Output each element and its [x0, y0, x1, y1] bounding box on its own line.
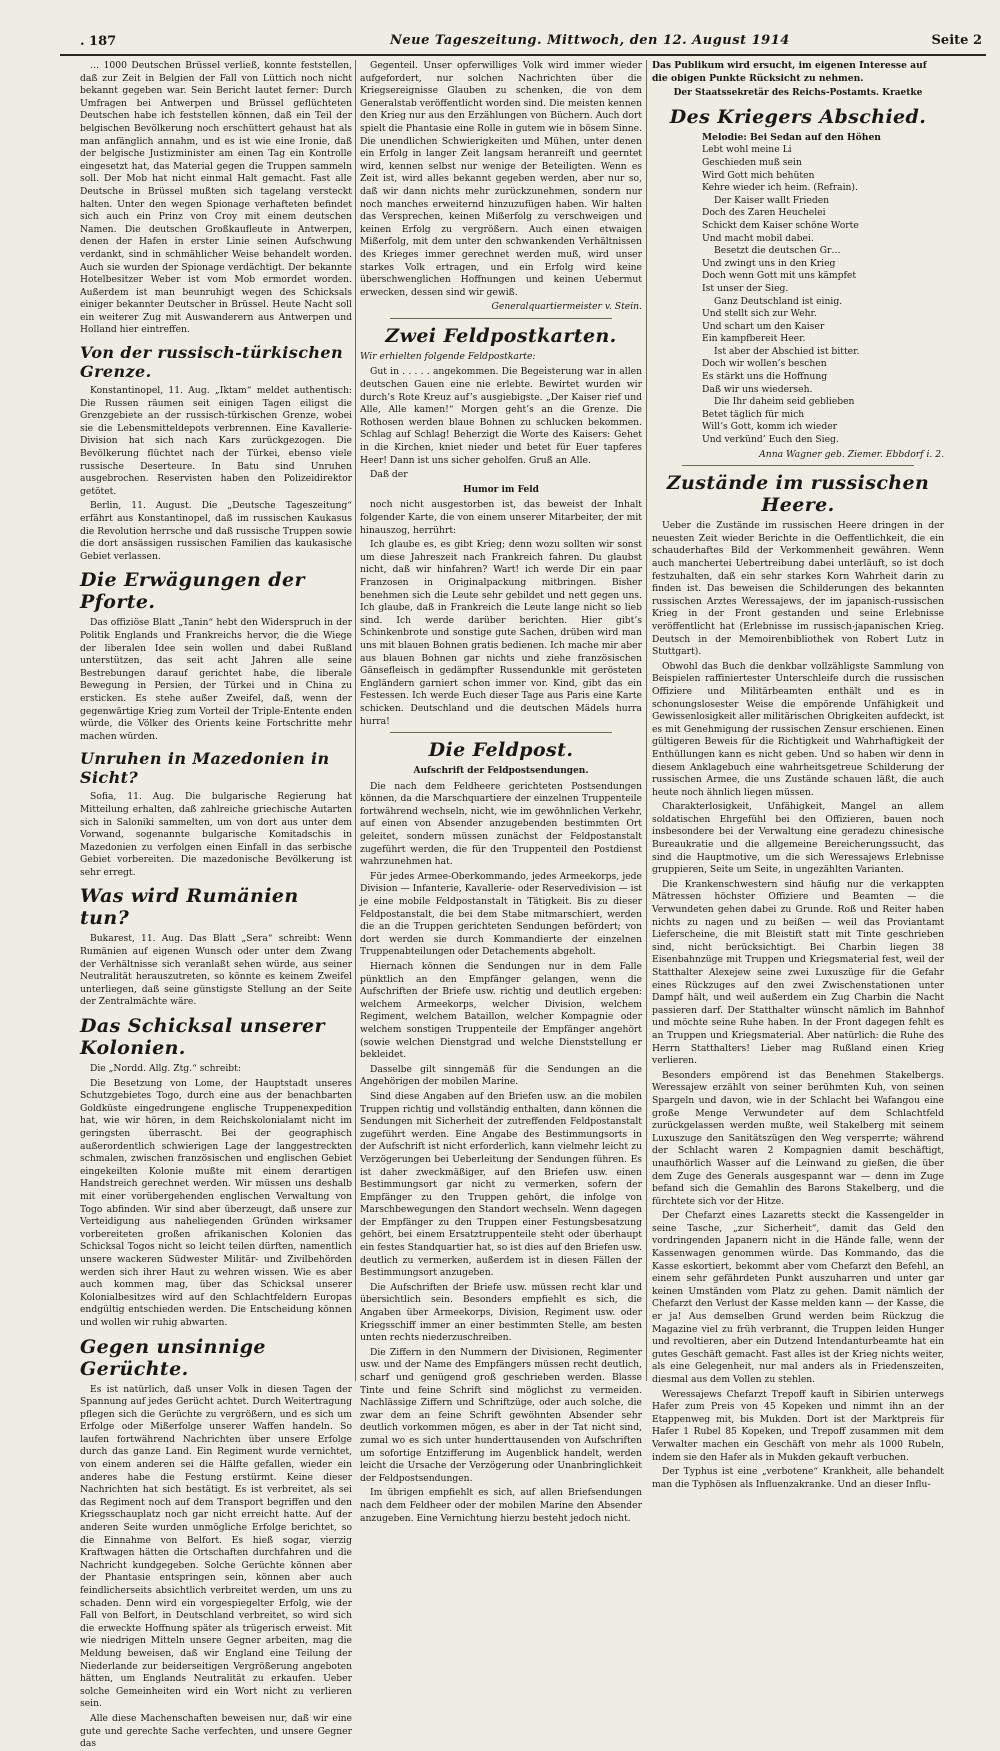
- paragraph: Der Typhus ist eine „verbotene“ Krankheit, alle behandelt man die Typhösen als Influenzakranke. Und an dieser Influ-: [652, 1466, 944, 1490]
- page-header: [60, 30, 986, 56]
- poem-line: Der Kaiser wallt Frieden: [714, 194, 830, 206]
- poem-line: Will’s Gott, komm ich wieder: [702, 421, 838, 433]
- headline-rumaenien: Was wird Rumänien tun?: [80, 885, 299, 930]
- paragraph: Für jedes Armee-Oberkommando, jedes Armeekorps, jede Division — Infanterie, Kavallerie- oder Reservedivision — ist je eine mobile Feldpostanstalt in Tätigkeit. Bis zu dieser Feldpostanstalt, die bei dem Stabe mitmarschiert, werden die an die Truppen gerichteten Sendungen befördert; von dort werden sie durch Kommandierte der einzelnen Truppenabteilungen oder Detachements abgeholt.: [360, 870, 642, 958]
- headline-die-feldpost: Die Feldpost.: [428, 739, 574, 762]
- poem-line: Und zwingt uns in den Krieg: [702, 257, 836, 269]
- paragraph: Konstantinopel, 11. Aug. „Iktam“ meldet authentisch: Die Russen räumen seit einigen Tagen eiligst die Grenzgebiete an der russisch-türkischen Grenze, wobei sie die Lebensmitteldepots verbrennen. Eine Kavallerie-Division hat sich nach Kars zurückgezogen. Die Bevölkerung flüchtet nach der Türkei, ebenso viele russische Deserteure. In Batu sind Unruhen ausgebrochen. Reservisten haben den Polizeidirektor getötet.: [80, 385, 352, 497]
- separator: [390, 318, 612, 319]
- poem-line: Ist aber der Abschied ist bitter.: [714, 345, 860, 357]
- paragraph: Der Chefarzt eines Lazaretts steckt die Kassengelder in seine Tasche, „zur Sicherheit“, damit das Geld den vordringenden Japanern nicht in die Hände falle, wenn der Kassenwagen genommen würde. Das Kommando, das die Kasse eskortiert, bekommt aber vom Chefarzt den Befehl, an einem sehr gefährdeten Punkt auszuharren und unter gar keinen Umständen vom Platz zu gehen. Damit nämlich der Chefarzt den Verlust der Kasse melden kann — der Kasse, die er ja! Aus demselben Grund werden beim Rückzug die Magazine viel zu früh verbrannt, die Truppen leiden Hunger und revoltieren, aber ein Dutzend Intendanturbeamte hat ein gutes Geschäft gemacht. Fast alles ist der Krieg nichts weiter, als eine Gelegenheit, nur mal anders als in Friedenszeiten, diesmal aus dem Vollen zu stehlen.: [652, 1210, 944, 1385]
- paragraph: Charakterlosigkeit, Unfähigkeit, Mangel an allem soldatischen Ehrgefühl bei den Offizieren, bauen noch insbesondere bei der Verwaltung eine geradezu chinesische Bureaukratie und die allgemeine Bereicherungssucht, das sind die Hauptmotive, um die sich Weressajews Erlebnisse gruppieren, Seite um Seite, in ungezählten Varianten.: [652, 801, 944, 876]
- poem-line: Doch des Zaren Heuchelei: [702, 207, 826, 219]
- poem-line: Doch wir wollen’s beschen: [702, 358, 827, 370]
- poem-line: Lebt wohl meine Li: [702, 144, 792, 156]
- poem: [652, 132, 944, 447]
- signature-generalquartiermeister: Generalquartiermeister v. Stein.: [491, 301, 642, 313]
- paragraph: Dasselbe gilt sinngemäß für die Sendungen an die Angehörigen der mobilen Marine.: [360, 1063, 642, 1088]
- headline-russisch-tuerkische-grenze: Von der russisch-türkischen Grenze.: [80, 343, 343, 382]
- poem-line: Kehre wieder ich heim. (Refrain).: [702, 182, 858, 194]
- poem-author: Anna Wagner geb. Ziemer. Ebbdorf i. 2.: [759, 448, 944, 460]
- paragraph: Ueber die Zustände im russischen Heere dringen in der neuesten Zeit wieder Berichte in die Oeffentlichkeit, die ein schauderhaftes Bild der Verkommenheit gewähren. Wenn auch manchertei Uebertreibung dabei unterläuft, so ist doch festzuhalten, daß ein sehr starkes Korn Wahrheit darin zu finden ist. Das beweisen die Schilderungen des bekannten russischen Arztes Weressajews, der im japanisch-russischen Krieg in der Front gestanden und seine Erlebnisse veröffentlicht hat (Erlebnisse im russisch-japanischen Krieg. Deutsch in der Memoirenbibliothek von Robert Lutz in Stuttgart).: [652, 520, 944, 658]
- poem-line: Geschieden muß sein: [702, 156, 802, 168]
- page-number-left: . 187: [80, 34, 117, 49]
- column-3: [652, 60, 944, 1490]
- paragraph: Sind diese Angaben auf den Briefen usw. an die mobilen Truppen richtig und vollständig enthalten, dann können die Sendungen mit Sicherheit der zutreffenden Feldpostanstalt zugeführt werden. Eine Angabe des Bestimmungsorts in der Aufschrift ist nicht erforderlich, kann vielmehr leicht zu Verzögerungen bei Ueberleitung der Sendungen führen. Es ist daher zweckmäßiger, auf den Briefen usw. einen Bestimmungsort gar nicht zu vermerken, sofern der Empfänger zu den Truppen gehört, die infolge von Marschbewegungen den Standort wechseln. Wenn dagegen der Empfänger zu den Truppen einer Festungsbesatzung gehört, bei einem Ersatztruppenteile steht oder überhaupt ein festes Standquartier hat, so ist dies auf den Briefen usw. deutlich zu vermerken, außerdem ist in diesen Fällen der Bestimmungsort anzugeben.: [360, 1090, 642, 1279]
- paragraph: Die nach dem Feldheere gerichteten Postsendungen können, da die Marschquartiere der einzelnen Truppenteile fortwährend wechseln, nicht, wie im gewöhnlichen Verkehr, auf einen von Absender anzugebenden bestimmten Ort geleitet, sondern müssen zunächst der Feldpostanstalt zugeführt werden, die für den Truppenteil den Postdienst wahrzunehmen hat.: [360, 780, 642, 868]
- paragraph: Die „Nordd. Allg. Ztg.“ schreibt:: [90, 1063, 241, 1075]
- paragraph: noch nicht ausgestorben ist, das beweist der Inhalt folgender Karte, die von einem unserer Mitarbeiter, der mit hinauszog, herrührt:: [360, 499, 642, 536]
- intro-line: Wir erhielten folgende Feldpostkarte:: [360, 350, 536, 362]
- poem-line: Die Ihr daheim seid geblieben: [714, 396, 855, 408]
- paragraph: Alle diese Machenschaften beweisen nur, daß wir eine gute und gerechte Sache verfechten, und unsere Gegner das: [80, 1712, 352, 1750]
- poem-line: Ein kampfbereit Heer.: [702, 333, 806, 345]
- paragraph: Die Besetzung von Lome, der Hauptstadt unseres Schutzgebietes Togo, durch eine aus der benachbarten Goldküste eingedrungene englische Truppenexpedition hat, wie wir hören, in dem Reichskolonialamt nicht im geringsten überrascht. Bei der geographisch außerordentlich schwierigen Lage der langgestreckten schmalen, zwischen französischen und englischen Gebiet eingekeilten Kolonie mußte mit einem derartigen Handstreich gerechnet werden. Wir müssen uns deshalb mit einer vorübergehenden englischen Verwaltung von Togo abfinden. Wir sind aber überzeugt, daß unsere zur Verteidigung aus naheliegenden Gründen wirksamer vorbereiteten großen afrikanischen Kolonien das Schicksal Togos nicht so leicht teilen dürften, namentlich unsere wackeren Südwester Militär- und Zivilbehörden werden sich ihrer Haut zu wehren wissen. Wie es aber auch kommen mag, über das Schicksal unserer Kolonialbesitzes wird auf den Schlachtfeldern Europas endgültig entschieden werden. Die Entscheidung können und wollen wir ruhig abwarten.: [80, 1077, 352, 1328]
- column-rule: [646, 60, 647, 1381]
- paragraph: Die Aufschriften der Briefe usw. müssen recht klar und übersichtlich sein. Besonders empfiehlt es sich, die Angaben über Armeekorps, Division, Regiment usw. oder Kriegsschiff immer an einer bestimmten Stelle, am besten unten rechts niederzuschreiben.: [360, 1281, 642, 1344]
- notice-signature: Der Staatssekretär des Reichs-Postamts. Kraetke: [673, 88, 923, 99]
- paragraph: Daß der: [370, 469, 408, 481]
- paragraph: Bukarest, 11. Aug. Das Blatt „Sera“ schreibt: Wenn Rumänien auf eigenen Wunsch oder unter dem Zwang der Verhältnisse sich veranlaßt sehen würde, aus seiner Neutralität herauszutreten, so könnte es keinem Zweifel unterliegen, daß seine günstigste Stellung an der Seite der Zentralmächte wäre.: [80, 933, 352, 1008]
- column-rule: [355, 60, 356, 1381]
- poem-line: Doch wenn Gott mit uns kämpfet: [702, 270, 857, 282]
- paragraph: Die Ziffern in den Nummern der Divisionen, Regimenter usw. und der Name des Empfängers müssen recht deutlich, scharf und genügend groß geschrieben werden. Blasse Tinte und feine Schrift sind möglichst zu vermeiden. Nachlässige Ziffern und Schriftzüge, oder auch solche, die zwar dem an feine Schrift gewöhnten Absender sehr deutlich vorkommen mögen, es aber in der Tat nicht sind, zumal wo es sich unter hunderttausenden von Aufschriften um sofortige Entzifferung im Augenblick handelt, werden leicht die Ursache der Verzögerung oder Unanbringlichkeit der Feldpostsendungen.: [360, 1346, 642, 1484]
- article-continuation: … 1000 Deutschen Brüssel verließ, konnte feststellen, daß zur Zeit in Belgien der Fall von Lüttich noch nicht bekannt gegeben war. Sein Bericht lautet ferner: Durch Umfragen bei Antwerpen und Brüssel geflüchteten Deutschen habe ich feststellen können, daß ein Teil der belgischen Bevölkerung noch erschüttert gehaust hat als man anfänglich annahm, und es ist wie eine Ironie, daß der belgische Justizminister am einen Tag ein Kontrolle eingesetzt hat, das Material gegen die Truppen sammeln soll. Der Mob hat nicht einmal Halt gemacht. Fast alle Deutsche in Brüssel mußten sich tagelang versteckt halten. Unter den wegen Spionage verhafteten befindet sich auch ein Prinz von Croy mit einem deutschen Namen. Die deutschen Großkaufleute in Antwerpen, denen der Hafen in erster Linie seinen Aufschwung verdankt, sind in schmählicher Weise behandelt worden. Auch sie wurden der Spionage verdächtigt. Der bekannte Hotelbesitzer Weber ist vom Mob ermordet worden. Außerdem ist man beunruhigt wegen des Schicksals einiger bekannter Deutscher in Brüssel. Heute Nacht soll ein weiterer Zug mit Auswanderern aus Antwerpen und Holland hier eintreffen.: [80, 60, 352, 336]
- headline-erwaegungen-pforte: Die Erwägungen der Pforte.: [80, 569, 305, 614]
- paragraph: Berlin, 11. August. Die „Deutsche Tageszeitung“ erfährt aus Konstantinopel, daß im russischen Kaukasus die Revolution herrsche und daß russische Truppen sowie die dort ansässigen russischen Familien das kaukasische Gebiet verlassen.: [80, 500, 352, 562]
- paragraph: Die Krankenschwestern sind häufig nur die verkappten Mätressen höchster Offiziere und Beamten — die Verwundeten gehen dabei zu Grunde. Roß und Reiter haben nichts zu nagen und zu beißen — weil das Proviantamt Lieferscheine, die mit Bleistift statt mit Tinte geschrieben sind, nicht berücksichtigt. Bei Charbin liegen 38 Eisenbahnzüge mit Truppen und Kriegsmaterial fest, weil der Statthalter Alexejew seine zwei Luxuszüge für die Gefahr eines Rückzuges auf den zwei Zwischenstationen unter Dampf hält, und weil außerdem ein Zug Charbin die Nacht passieren darf. Der Statthalter wünscht nämlich im Bahnhof und möchte seine Ruhe haben. In der Front dagegen fehlt es an Truppen und Kriegsmaterial. Aber natürlich: die Ruhe des Herrn Statthalters! Lieber mag Rußland einen Krieg verlieren.: [652, 878, 944, 1067]
- paragraph: Es ist natürlich, daß unser Volk in diesen Tagen der Spannung auf jedes Gerücht achtet. Durch Weitertragung pflegen sich die Gerüchte zu vergrößern, und es sich um Erfolge oder Mißerfolge unserer Waffen handeln. So laufen fortwährend Nachrichten über unsere Erfolge durch das ganze Land. Ein Regiment wurde vernichtet, von einem anderen sei die Hälfte gefallen, wieder ein anderes habe die Festung erstürmt. Keine dieser Nachrichten hat sich bestätigt. Es ist verbreitet, als sei das Regiment noch auf dem Transport begriffen und den Kriegsschauplatz noch gar nicht erreicht hatte. Auf der anderen Seite wurden unmögliche Erfolge berichtet, so die Einnahme von Belfort. Es hieß sogar, vierzig Kraftwagen hätten die Ortschaften durchfahren und die Nachricht kundgegeben. Solche Gerüchte können aber der Phantasie entspringen sein, können aber auch feindlicherseits absichtlich verbreitet werden, um uns zu schaden. Denn wird ein vorgespiegelter Erfolg, wie der Fall von Belfort, in Deutschland verbreitet, so wird sich die erweckte Hoffnung später als trügerisch erweist. Mit wie niedrigen Mitteln unsere Gegner arbeiten, mag die Meldung beweisen, daß wir England eine Teilung der Niederlande zur beiderseitigen Vergrößerung angeboten hätten, um Englands Neutralität zu erkaufen. Ueber solche Gemeinheiten wird ein Wort nicht zu verlieren sein.: [80, 1383, 352, 1710]
- poem-line: Wird Gott mich behüten: [702, 169, 815, 181]
- paragraph: Sofia, 11. Aug. Die bulgarische Regierung hat Mitteilung erhalten, daß zahlreiche griechische Autarten sich in Saloniki sammelten, um von dort aus unter dem Vorwand, sogenannte bulgarische Komitadschis in Mazedonien zu verfolgen einen Einfall in das serbische Gebiet vorbereiten. Die mazedonische Bevölkerung ist sehr erregt.: [80, 791, 352, 878]
- poem-line: Besetzt die deutschen Gr…: [714, 245, 841, 257]
- headline-zustaende-russisches-heer: Zustände im russischen Heere.: [666, 472, 930, 517]
- paragraph: Hiernach können die Sendungen nur in dem Falle pünktlich an den Empfänger gelangen, wenn die Aufschriften der Briefe usw. richtig und deutlich ergeben: welchem Armeekorps, welcher Division, welchem Regiment, welchem Bataillon, welcher Kompagnie oder welchem sonstigen Truppenteile der Empfänger angehört (sowie welchen Dienstgrad und welche Dienststellung er bekleidet.: [360, 961, 642, 1061]
- poem-line: Betet täglich für mich: [702, 408, 805, 420]
- poem-line: Daß wir uns wiederseh.: [702, 383, 813, 395]
- page-number-right: Seite 2: [931, 33, 982, 48]
- poem-line: Und stellt sich zur Wehr.: [702, 308, 817, 320]
- headline-zwei-feldpostkarten: Zwei Feldpostkarten.: [385, 324, 617, 347]
- headline-unsinnige-geruechte: Gegen unsinnige Gerüchte.: [80, 1335, 266, 1380]
- paragraph: Gut in . . . . . angekommen. Die Begeisterung war in allen deutschen Gauen eine nie erlebte. Bewirtet wurden wir durch’s Rote Kreuz auf’s ausgiebigste. „Der Kaiser rief und Alle, Alle kamen!“ Morgen geht’s an die Grenze. Die Rothosen werden blaue Bohnen zu schlucken bekommen. Schlag auf Schlag! Beherzigt die Worte des Kaisers: Gehet in die Kirchen, kniet nieder und betet für Euer tapferes Heer! Dann ist uns sicher geholfen. Gruß an Alle.: [360, 366, 642, 466]
- headline-schicksal-kolonien: Das Schicksal unserer Kolonien.: [80, 1015, 325, 1060]
- paragraph: Im übrigen empfiehlt es sich, auf allen Briefsendungen nach dem Feldheer oder der mobilen Marine den Absender anzugeben. Eine Vernichtung hierzu besteht jedoch nicht.: [360, 1487, 642, 1524]
- headline-kriegers-abschied: Des Kriegers Abschied.: [669, 105, 927, 128]
- paragraph: Ich glaube es, es gibt Krieg; denn wozu sollten wir sonst um diese Jahreszeit nach Frankreich fahren. Du glaubst nicht, daß wir hinfahren? Wart! ich werde Dir ein paar Franzosen in Originalpackung mitbringen. Bisher benehmen sich die Leute sehr gebildet und nett gegen uns. Ich glaube, daß in Frankreich die Leute lange nicht so lieb sind. Ich werde darüber berichten. Hier gibt’s Schinkenbrote und sonstige gute Sachen, drüben wird man uns mit blauen Bohnen gratis bedienen. Ich mache mir aber aus blauen Bohnen gar nichts und ziehe französischen Gänsefleisch in gedämpfter Russendunkle mit gerösteten Engländern garniert schon immer vor. Kind, gibt das ein Festessen. Ich werde Euch dieser Tage aus Paris eine Karte schicken. Deutschland und die deutschen Mädels hurra hurra!: [360, 539, 642, 727]
- poem-line: Es stärkt uns die Hoffnung: [702, 371, 828, 383]
- column-1: [80, 60, 352, 1750]
- subheading-aufschrift: Aufschrift der Feldpostsendungen.: [413, 766, 589, 777]
- paragraph: Besonders empörend ist das Benehmen Stakelbergs. Weressajew erzählt von seiner berühmten Kuh, von seinen Spargeln und davon, wie in der Schlacht bei Wafangou eine große Menge Verwundeter auf dem Schlachtfeld zurückgelassen werden mußte, weil Stakelberg mit seinem Luxuszuge den Sanitätszügen den Weg versperrte; während der Schlacht waren 2 Kompagnien damit beschäftigt, unaufhörlich Wasser auf die Leinwand zu gießen, die über dem Zuge des Generals ausgespannt war — denn im Zuge befand sich die Gemahlin des Barons Stakelberg, und die fürchtete sich vor der Hitze.: [652, 1069, 944, 1207]
- poem-line: Und schart um den Kaiser: [702, 320, 825, 332]
- paragraph: Obwohl das Buch die denkbar vollzähligste Sammlung von Beispielen raffiniertester Unterschleife durch die russischen Offiziere und Militärbeamten enthält und es in schonungslosester Weise die empörende Unfähigkeit und Gewissenlosigkeit aller militärischen Obrigkeiten aufdeckt, ist es mit Genehmigung der russischen Zensur erschienen. Einen gültigeren Beweis für die Richtigkeit und Wahrhaftigkeit der Enthüllungen kann es nicht geben. Und so haben wir denn in diesem Anklagebuch eine wahrheitsgetreue Schilderung der russischen Armee, die uns Zustände schauen läßt, die auch heute noch ähnlich liegen müssen.: [652, 660, 944, 798]
- poem-line: Ganz Deutschland ist einig.: [714, 295, 843, 307]
- poem-line: Ist unser der Sieg.: [702, 282, 789, 294]
- notice-publikum: Das Publikum wird ersucht, im eigenen Interesse auf die obigen Punkte Rücksicht zu nehmen.: [652, 60, 927, 84]
- paragraph: Das offiziöse Blatt „Tanin“ hebt den Widerspruch in der Politik Englands und Frankreichs hervor, die die Wiege der liberalen Idee sein wollen und dabei Rußland unterstützen, das seit acht Jahren alle seine Bestrebungen darauf gerichtet habe, die liberale Bewegung in Persien, der Türkei und in China zu ersticken. Es stehe außer Zweifel, daß, wenn der gegenwärtige Krieg zum Vorteil der Triple-Entente enden würde, die Völker des Orients keine Fortschritte mehr machen würden.: [80, 617, 352, 742]
- poem-line: Und verkünd’ Euch den Sieg.: [702, 434, 839, 446]
- headline-unruhen-mazedonien: Unruhen in Mazedonien in Sicht?: [80, 749, 330, 788]
- poem-line: Schickt dem Kaiser schöne Worte: [702, 219, 859, 231]
- poem-line: Und macht mobil dabei.: [702, 232, 814, 244]
- paragraph: Weressajews Chefarzt Trepoff kauft in Sibirien unterwegs Hafer zum Preis von 45 Kopeken und nimmt ihn an der Etappenweg mit, bis Mukden. Dort ist der Marktpreis für Hafer 1 Rubel 85 Kopeken, und Trepoff zusammen mit dem Verwalter machen ein Geschäft von mehr als 1000 Rubeln, indem sie den Hafer als in Mukden gekauft verbuchen.: [652, 1388, 944, 1463]
- paragraph: Gegenteil. Unser opferwilliges Volk wird immer wieder aufgefordert, nur solchen Nachrichten über die Kriegsereignisse Glauben zu schenken, die von dem Generalstab veröffentlicht worden sind. Die meisten kennen den Krieg nur aus den Erzählungen von Büchern. Auch dort spielt die Phantasie eine Rolle in gutem wie in bösem Sinne. Die unendlichen Schwierigkeiten und Mühen, unter denen ein Erfolg in langer Zeit langsam heranreift und geerntet wird, kennen selbst nur wenige der Beteiligten. Wenn es Zeit ist, wird alles bekannt gegeben werden, aber nur so, daß wir dann nichts mehr zurückzunehmen, sondern nur noch manches erweiternd hinzuzufügen haben. Wir halten das Versprechen, keinen Mißerfolg zu verschweigen und keinen Erfolg zu vergrößern. Auch einen etwaigen Mißerfolg, mit dem unter den schwankenden Verhältnissen des Krieges immer gerechnet werden muß, wird unser starkes Volk ertragen, und ein Erfolg wird keine überschwenglichen Hoffnungen und keinen Uebermut erwecken, dessen sind wir gewiß.: [360, 60, 642, 298]
- column-2: [360, 60, 642, 1524]
- separator: [390, 732, 612, 733]
- subheading-humor-im-feld: Humor im Feld: [463, 484, 539, 495]
- masthead: Neue Tageszeitung. Mittwoch, den 12. August 1914: [390, 33, 790, 48]
- poem-melody: Melodie: Bei Sedan auf den Höhen: [702, 131, 881, 143]
- separator: [682, 465, 914, 466]
